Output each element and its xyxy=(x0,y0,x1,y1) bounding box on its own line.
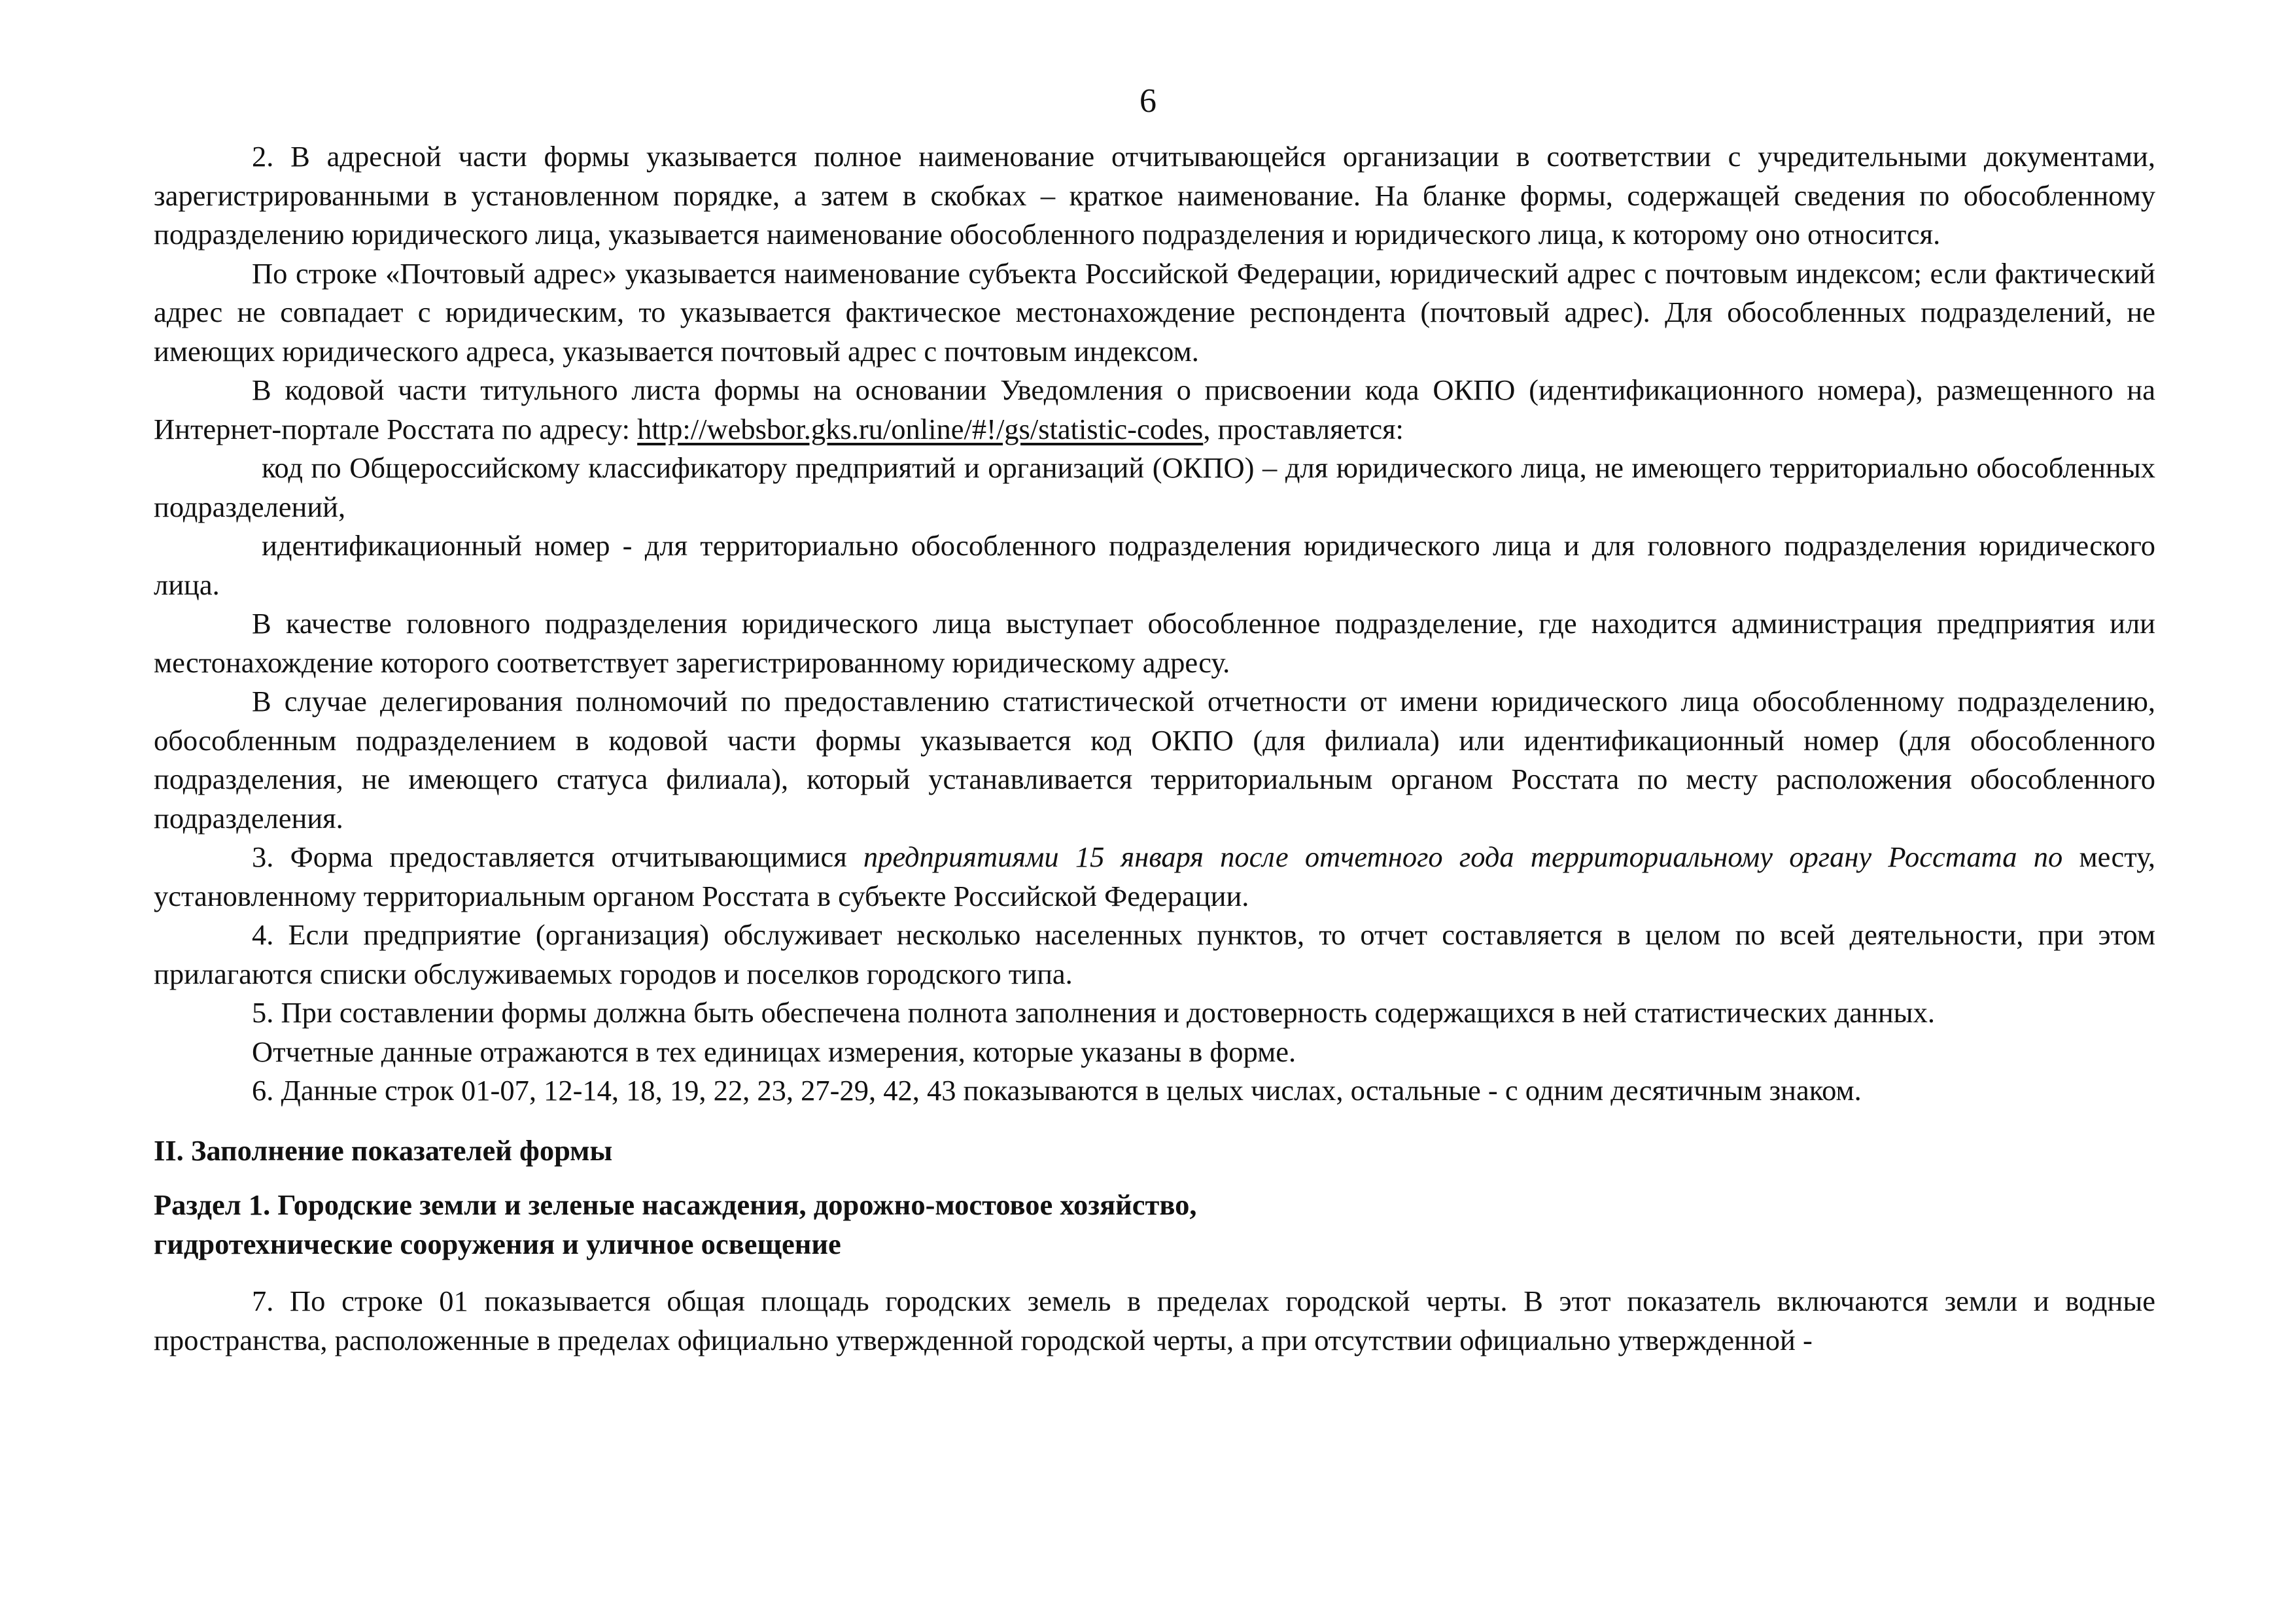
paragraph-code-part-text: В кодовой части титульного листа формы на основании Уведомления о присвоении кода ОКПО (идентификационного номера), размещенного на Интернет-портале Росстата по адресу: xyxy=(154,373,2155,445)
subsection-heading-line2: гидротехнические сооружения и уличное освещение xyxy=(154,1227,841,1260)
paragraph-row-01: 7. По строке 01 показывается общая площадь городских земель в пределах городской черты. В этот показатель включаются земли и водные пространства, расположенные в пределах официально утвержденной городской черты, а при отсутствии официально утвержденной - xyxy=(154,1285,2155,1356)
paragraph-postal-address: По строке «Почтовый адрес» указывается наименование субъекта Российской Федерации, юридический адрес с почтовым индексом; если фактический адрес не совпадает с юридическим, то указывается фактическое местонахождение респондента (почтовый адрес). Для обособленных подразделений, не имеющих юридического адреса, указывается почтовый адрес с почтовым индексом. xyxy=(154,256,2155,368)
submission-text-end: месту, установленному территориальным органом Росстата в субъекте Российской Федерации. xyxy=(154,840,2155,912)
paragraph-head-division: В качестве головного подразделения юридического лица выступает обособленное подразделение, где находится администрация предприятия или местонахождение которого соответствует зарегистрированному юридическому адресу. xyxy=(154,607,2155,679)
paragraph-okpo-code: код по Общероссийскому классификатору предприятий и организаций (ОКПО) – для юридического лица, не имеющего территориально обособленных подразделений, xyxy=(154,451,2155,523)
submission-text-start: 3. Форма предоставляется отчитывающимися xyxy=(252,840,863,873)
submission-text-italic: предприятиями 15 января после отчетного года территориальному органу Росстата по xyxy=(863,840,2063,873)
page-number: 6 xyxy=(1139,82,1157,120)
paragraph-address-part: 2. В адресной части формы указывается полное наименование отчитывающейся организации в соответствии с учредительными документами, зарегистрированными в установленном порядке, а затем в скобках – краткое наименование. На бланке формы, содержащей сведения по обособленному подразделению юридического лица, указывается наименование обособленного подразделения и юридического лица, к которому оно относится. xyxy=(154,140,2155,250)
rosstat-codes-link[interactable]: http://websbor.gks.ru/online/#!/gs/statistic-codes xyxy=(637,412,1204,445)
paragraph-completeness: 5. При составлении формы должна быть обеспечена полнота заполнения и достоверность содержащихся в ней статистических данных. xyxy=(252,996,1935,1029)
paragraph-units: Отчетные данные отражаются в тех единицах измерения, которые указаны в форме. xyxy=(252,1035,1296,1068)
paragraph-submission-deadline xyxy=(154,838,2155,916)
paragraph-identification-number: идентификационный номер - для территориально обособленного подразделения юридического лица и для головного подразделения юридического лица. xyxy=(154,529,2155,601)
paragraph-code-part xyxy=(154,371,2155,449)
section-heading: II. Заполнение показателей формы xyxy=(154,1133,613,1167)
document-body xyxy=(154,137,2155,1360)
paragraph-number-format: 6. Данные строк 01-07, 12-14, 18, 19, 22, 23, 27-29, 42, 43 показываются в целых числах, остальные - с одним десятичным знаком. xyxy=(252,1074,1862,1107)
paragraph-delegation: В случае делегирования полномочий по предоставлению статистической отчетности от имени юридического лица обособленному подразделению, обособленным подразделением в кодовой части формы указывается код ОКПО (для филиала) или идентификационный номер (для обособленного подразделения, не имеющего статуса филиала), который устанавливается территориальным органом Росстата по месту расположения обособленного подразделения. xyxy=(154,685,2155,835)
subsection-heading-line1: Раздел 1. Городские земли и зеленые насаждения, дорожно-мостовое хозяйство, xyxy=(154,1188,1197,1221)
paragraph-code-part-tail: , проставляется: xyxy=(1203,412,1404,445)
paragraph-multiple-settlements: 4. Если предприятие (организация) обслуживает несколько населенных пунктов, то отчет составляется в целом по всей деятельности, при этом прилагаются списки обслуживаемых городов и поселков городского типа. xyxy=(154,918,2155,990)
